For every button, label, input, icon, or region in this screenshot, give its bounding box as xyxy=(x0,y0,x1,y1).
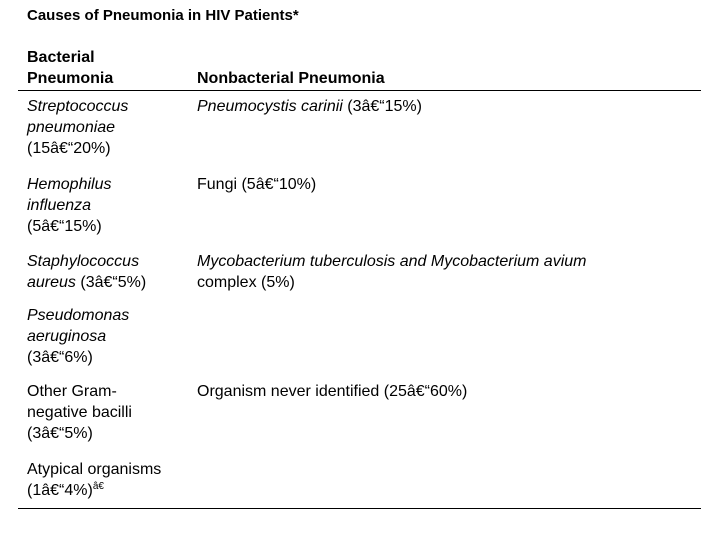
footnote-marker: â€ xyxy=(92,481,104,492)
bacterial-cell-hemophilus: Hemophilus influenza (5â€“15%) xyxy=(27,176,112,235)
header-rule xyxy=(18,90,701,91)
nonbacterial-cell-mycobacterium: Mycobacterium tuberculosis and Mycobacterium avium complex (5%) xyxy=(197,253,587,291)
nonbacterial-cell-fungi: Fungi (5â€“10%) xyxy=(197,176,317,193)
nonbacterial-cell-pneumocystis: Pneumocystis carinii (3â€“15%) xyxy=(197,98,422,115)
header-nonbacterial-pneumonia: Nonbacterial Pneumonia xyxy=(197,70,385,87)
bacterial-cell-pseudomonas: Pseudomonas aeruginosa (3â€“6%) xyxy=(27,307,130,366)
bacterial-cell-streptococcus: Streptococcus pneumoniae (15â€“20%) xyxy=(27,98,129,157)
table-title: Causes of Pneumonia in HIV Patients* xyxy=(27,7,299,24)
bacterial-cell-other-gram-negative: Other Gram- negative bacilli (3â€“5%) xyxy=(27,383,132,442)
bacterial-cell-staphylococcus: Staphylococcus aureus (3â€“5%) xyxy=(27,253,147,291)
nonbacterial-cell-never-identified: Organism never identified (25â€“60%) xyxy=(197,383,468,400)
header-bacterial-pneumonia: Bacterial Pneumonia xyxy=(27,49,114,87)
table-bottom-rule xyxy=(18,508,701,509)
bacterial-cell-atypical: Atypical organisms (1â€“4%)$^{â€}$ xyxy=(27,461,162,499)
